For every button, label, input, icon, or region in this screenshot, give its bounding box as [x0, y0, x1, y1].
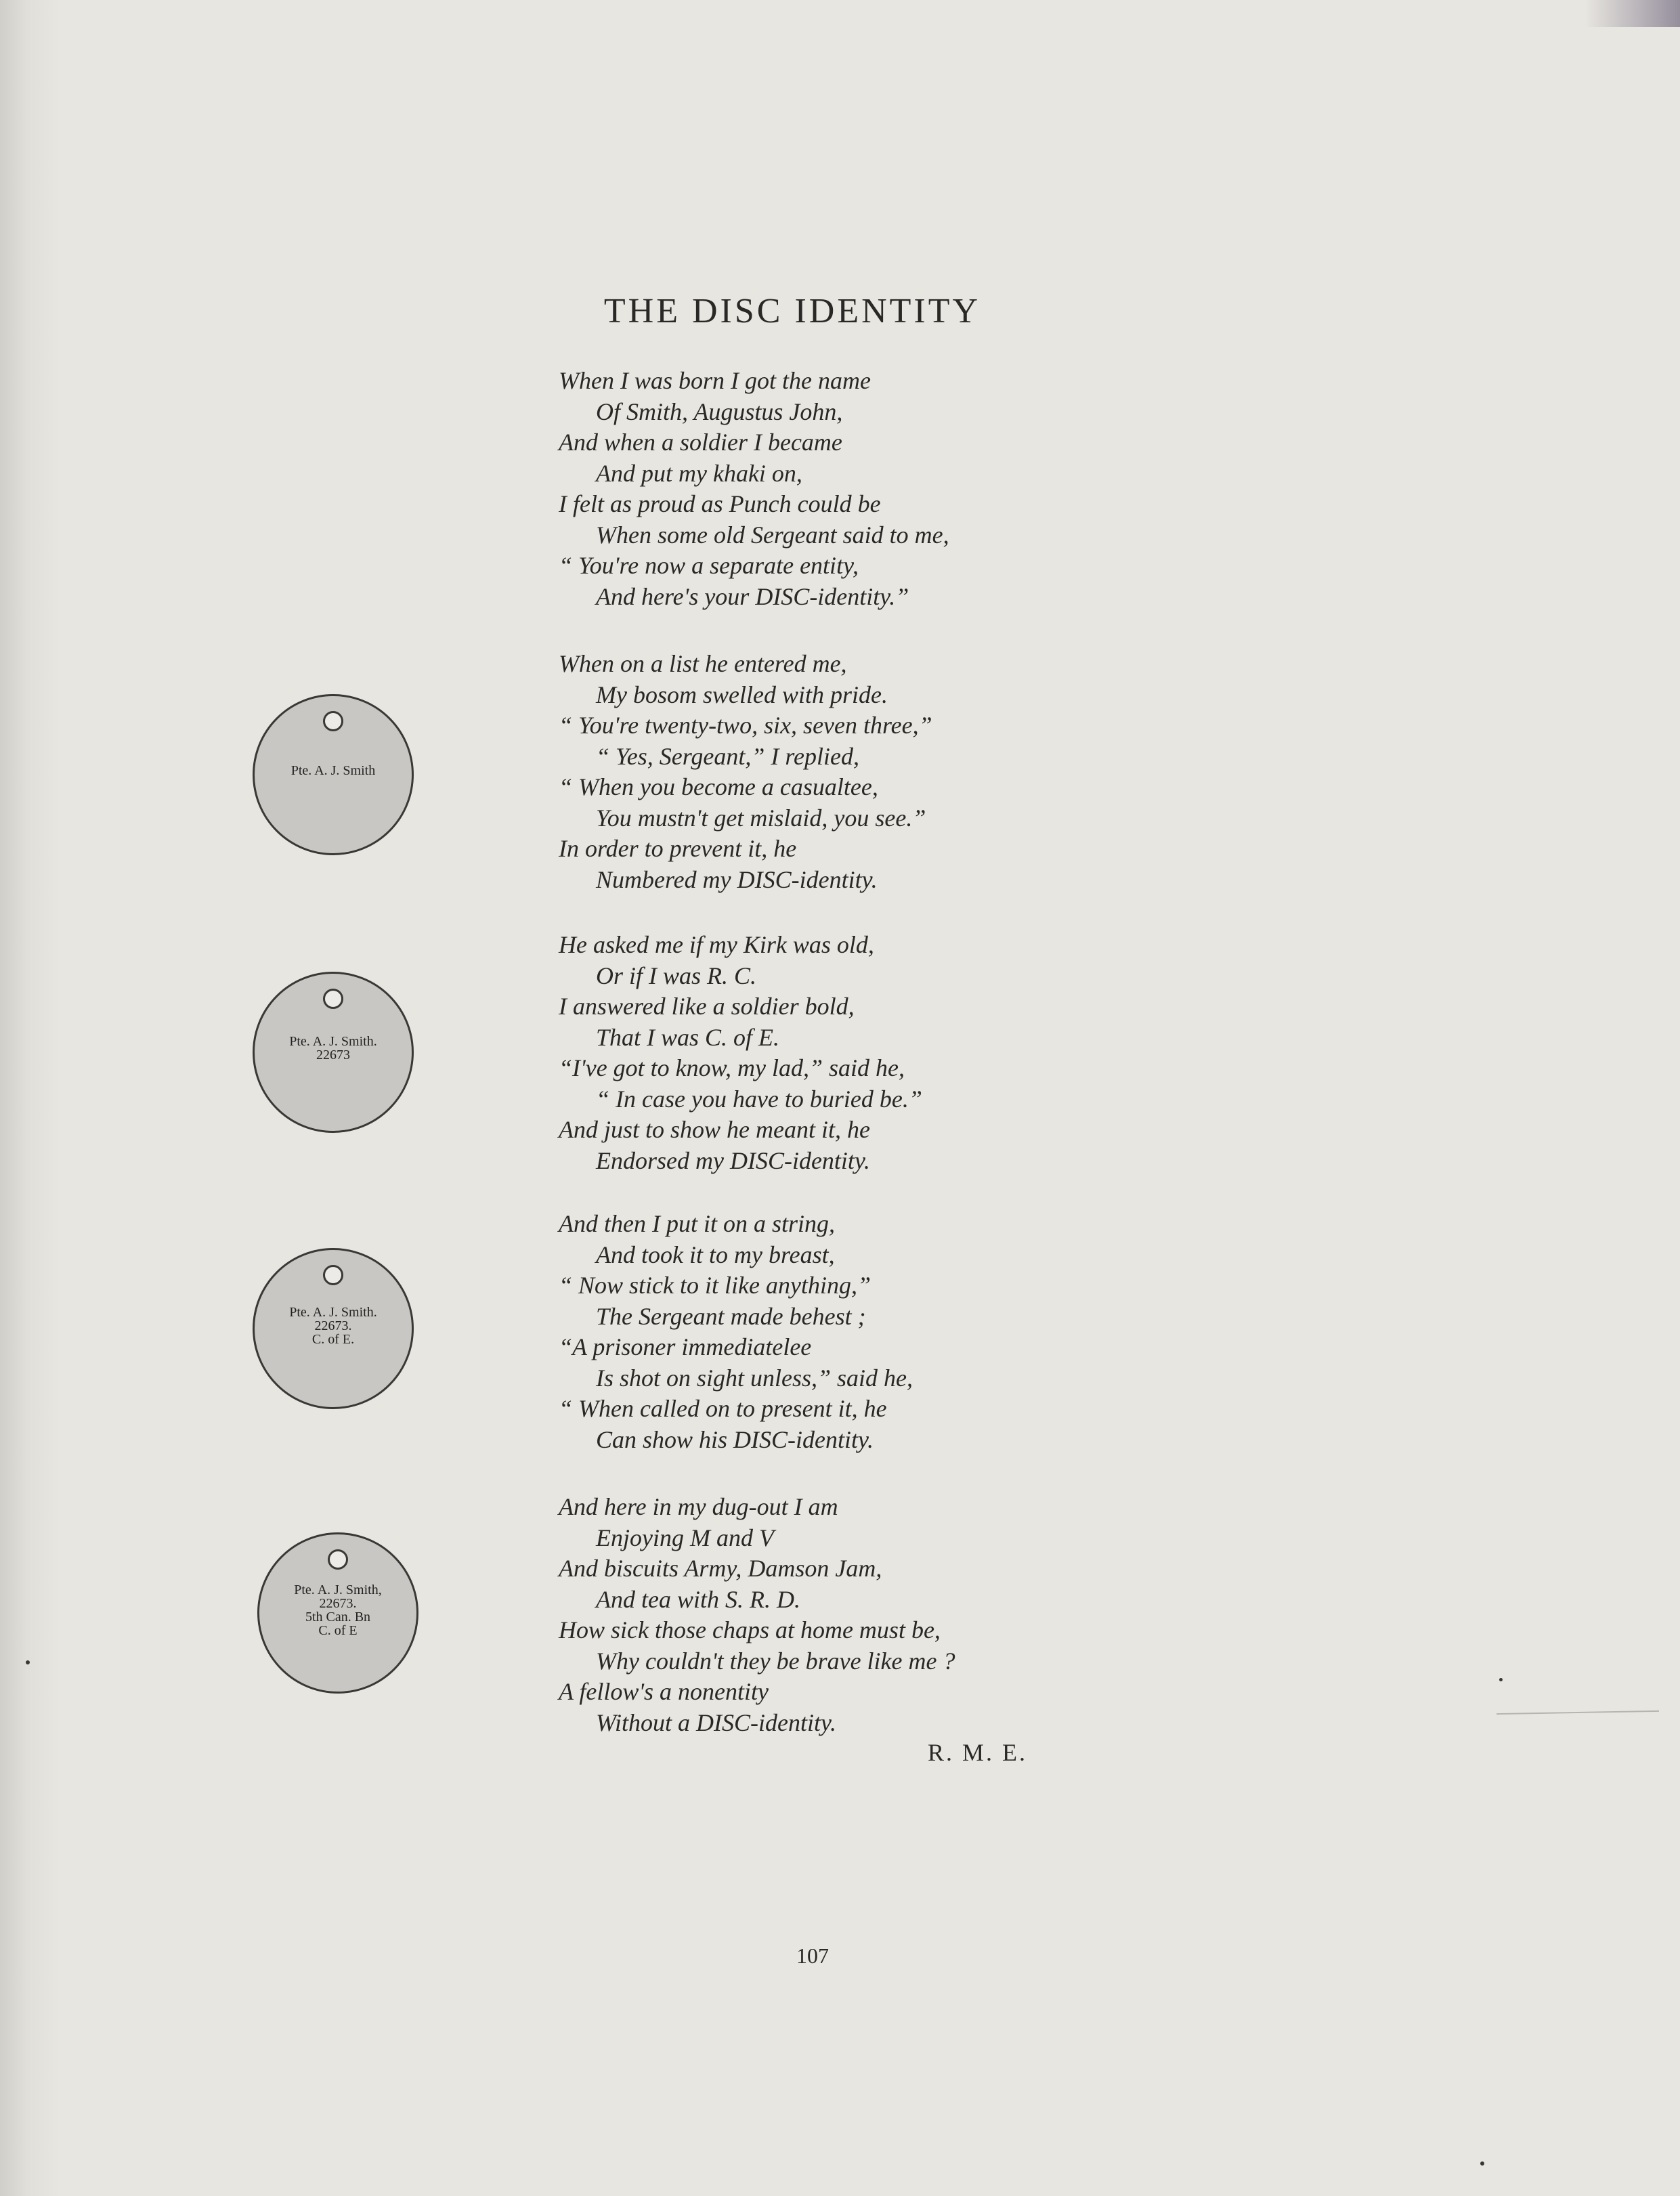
- poem-line: Why couldn't they be brave like me ?: [596, 1647, 955, 1675]
- poem-line: That I was C. of E.: [596, 1023, 780, 1051]
- poem-line: Without a DISC-identity.: [596, 1708, 836, 1736]
- identity-disc-1: [253, 694, 414, 855]
- poem-line: He asked me if my Kirk was old,: [559, 931, 874, 958]
- identity-disc-3: [253, 1248, 414, 1409]
- disc-hole-icon: [328, 1549, 348, 1570]
- paper-scratch: [1496, 1710, 1659, 1715]
- poem-line: And tea with S. R. D.: [596, 1585, 800, 1613]
- poem-line: “ When you become a casualtee,: [559, 773, 878, 800]
- poem-line: Of Smith, Augustus John,: [596, 397, 843, 425]
- poem-line: “ You're now a separate entity,: [559, 552, 859, 579]
- poem-line: I answered like a soldier bold,: [559, 993, 855, 1020]
- poem-line: When I was born I got the name: [559, 367, 871, 394]
- poem-line: “I've got to know, my lad,” said he,: [559, 1054, 905, 1081]
- poem-line: “ Yes, Sergeant,” I replied,: [596, 742, 860, 770]
- poem-line: And biscuits Army, Damson Jam,: [559, 1555, 882, 1582]
- stanza-5: [559, 1492, 1168, 1738]
- poem-line: Can show his DISC-identity.: [596, 1425, 874, 1453]
- poem-line: Is shot on sight unless,” said he,: [596, 1364, 913, 1392]
- poem-line: Enjoying M and V: [596, 1524, 774, 1551]
- poem-line: The Sergeant made behest ;: [596, 1302, 866, 1330]
- poem-line: Endorsed my DISC-identity.: [596, 1146, 870, 1174]
- disc-inscription: [255, 1035, 412, 1062]
- poem-line: “ Now stick to it like anything,”: [559, 1272, 871, 1299]
- disc-inscription: [255, 1306, 412, 1346]
- poem-line: And put my khaki on,: [596, 459, 802, 487]
- poem-line: And when a soldier I became: [559, 429, 842, 456]
- identity-disc-2: [253, 972, 414, 1133]
- poem-line: In order to prevent it, he: [559, 835, 797, 862]
- poem-line: You mustn't get mislaid, you see.”: [596, 804, 926, 832]
- poem-line: And took it to my breast,: [596, 1241, 835, 1268]
- stanza-2: [559, 649, 1168, 895]
- poem-line: Numbered my DISC-identity.: [596, 865, 878, 893]
- page-corner-shade: [1585, 0, 1680, 27]
- poem-line: When on a list he entered me,: [559, 650, 847, 677]
- poem-line: Or if I was R. C.: [596, 962, 757, 989]
- poem-line: And here in my dug-out I am: [559, 1493, 838, 1520]
- disc-text-line: 22673.: [319, 1596, 357, 1611]
- stanza-4: [559, 1209, 1168, 1455]
- disc-text-line: Pte. A. J. Smith.: [289, 1034, 377, 1049]
- ink-speck: [26, 1660, 30, 1664]
- poem-line: When some old Sergeant said to me,: [596, 521, 949, 548]
- disc-text-line: C. of E: [318, 1623, 358, 1638]
- disc-hole-icon: [323, 711, 343, 731]
- author-signature: R. M. E.: [928, 1739, 1028, 1766]
- disc-text-line: 22673.: [314, 1318, 352, 1333]
- stanza-1: [559, 366, 1168, 612]
- disc-text-line: Pte. A. J. Smith,: [294, 1583, 382, 1597]
- disc-text-line: Pte. A. J. Smith: [290, 763, 376, 778]
- poem-line: “ You're twenty-two, six, seven three,”: [559, 712, 932, 739]
- ink-speck: [1499, 1678, 1503, 1681]
- poem-line: And here's your DISC-identity.”: [596, 582, 909, 610]
- page-number: 107: [796, 1943, 829, 1968]
- poem-line: My bosom swelled with pride.: [596, 681, 888, 708]
- disc-text-line: 22673: [316, 1048, 350, 1062]
- disc-inscription: [255, 764, 412, 777]
- poem-title: THE DISC IDENTITY: [603, 292, 981, 330]
- poem-line: “ In case you have to buried be.”: [596, 1085, 922, 1113]
- ink-speck: [1480, 2161, 1484, 2166]
- disc-text-line: C. of E.: [311, 1332, 355, 1347]
- disc-hole-icon: [323, 1265, 343, 1285]
- poem-line: I felt as proud as Punch could be: [559, 490, 881, 517]
- poem-line: And then I put it on a string,: [559, 1210, 835, 1237]
- poem-line: And just to show he meant it, he: [559, 1116, 870, 1143]
- poem-line: “ When called on to present it, he: [559, 1395, 887, 1422]
- identity-disc-4: [257, 1532, 418, 1694]
- poem-line: A fellow's a nonentity: [559, 1678, 769, 1705]
- stanza-3: [559, 930, 1168, 1176]
- poem-line: How sick those chaps at home must be,: [559, 1616, 941, 1643]
- disc-inscription: [259, 1583, 416, 1637]
- disc-text-line: Pte. A. J. Smith.: [289, 1305, 377, 1320]
- disc-text-line: 5th Can. Bn: [305, 1610, 371, 1624]
- poem-line: “A prisoner immediatelee: [559, 1333, 812, 1360]
- disc-hole-icon: [323, 989, 343, 1009]
